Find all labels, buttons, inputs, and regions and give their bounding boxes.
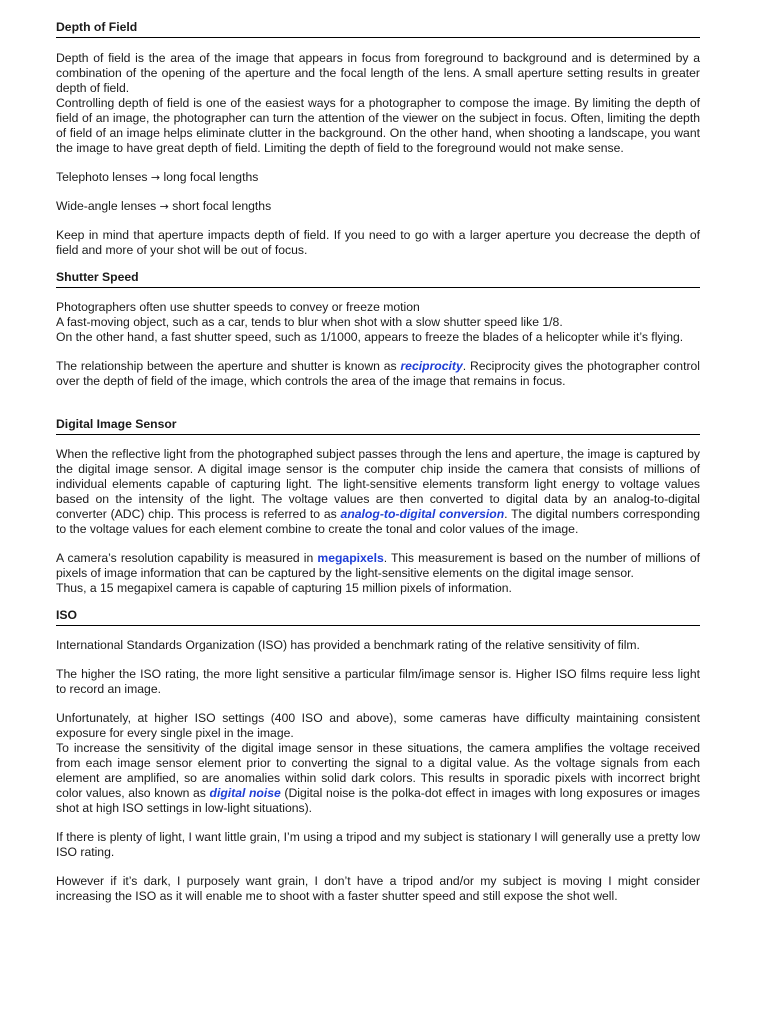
right-arrow-icon: →	[150, 171, 161, 184]
shutter-paragraph-3: On the other hand, a fast shutter speed, such as 1/1000, appears to freeze the blades of a helicopter while it’s flying.	[56, 330, 684, 344]
telephoto-line	[56, 170, 700, 185]
iso-paragraph-6: However if it’s dark, I purposely want grain, I don’t have a tripod and/or my subject is moving I might consider increasing the ISO as it will enable me to shoot with a faster shutter speed and still expose the shot well.	[56, 874, 700, 903]
right-arrow-icon: →	[159, 200, 169, 213]
dof-paragraph-2: Controlling depth of field is one of the easiest ways for a photographer to compose the image. By limiting the depth of field of an image, the photographer can turn the attention of the viewer on the subject in focus. Often, limiting the depth of field of an image helps eliminate clutter in the background. On the other hand, when shooting a landscape, you want the image to have great depth of field. Limiting the depth of field to the foreground would not make sense.	[56, 96, 700, 155]
shutter-paragraph-4: The relationship between the aperture and shutter is known as reciprocity. Reciprocity gives the photographer control over the depth of field of the image, which controls the area of the image that remains in focus.	[56, 359, 701, 388]
iso-paragraph-3: Unfortunately, at higher ISO settings (400 ISO and above), some cameras have difficulty maintaining consistent exposure for every single pixel in the image.	[56, 711, 700, 740]
dof-paragraph-1: Depth of field is the area of the image that appears in focus from foreground to background and is determined by a combination of the opening of the aperture and the focal length of the lens. A small aperture setting results in greater depth of field.	[56, 51, 700, 95]
sensor-paragraph-1: When the reflective light from the photographed subject passes through the lens and aperture, the image is captured by the digital image sensor. A digital image sensor is the computer chip inside the camera that consists of millions of individual elements capable of capturing light. The light-sensitive elements transform light energy to voltage values based on the intensity of the light. The voltage values are then converted to digital data by an analog-to-digital converter (ADC) chip. This process is referred to as analog-to-digital conversion. The digital numbers corresponding to the voltage values for each element combine to create the tonal and color values of the image.	[56, 447, 700, 536]
iso-paragraph-1: International Standards Organization (ISO) has provided a benchmark rating of the relative sensitivity of film.	[56, 638, 640, 652]
dof-paragraph-3: Keep in mind that aperture impacts depth of field. If you need to go with a larger aperture you decrease the depth of field and more of your shot will be out of focus.	[56, 228, 700, 257]
telephoto-label: Telephoto lenses	[56, 170, 148, 184]
heading-iso: ISO	[56, 608, 700, 626]
iso-paragraph-4: To increase the sensitivity of the digital image sensor in these situations, the camera amplifies the voltage received from each image sensor element prior to converting the signal to a digital value. As the voltage signals from each element are amplified, so are anomalies within solid dark colors. This results in sporadic pixels with incorrect bright color values, also known as digital noise (Digital noise is the polka-dot effect in images with long exposures or images shot at high ISO settings in low-light situations).	[56, 741, 700, 815]
heading-digital-image-sensor: Digital Image Sensor	[56, 417, 700, 435]
sensor-paragraph-2: A camera’s resolution capability is measured in megapixels. This measurement is based on the number of millions of pixels of image information that can be captured by the light-sensitive elements on the digital image sensor.	[56, 551, 701, 580]
heading-depth-of-field: Depth of Field	[56, 20, 700, 38]
heading-shutter-speed: Shutter Speed	[56, 270, 700, 288]
wide-angle-line	[56, 199, 700, 214]
shutter-paragraph-2: A fast-moving object, such as a car, tends to blur when shot with a slow shutter speed like 1/8.	[56, 315, 563, 329]
iso-paragraph-5: If there is plenty of light, I want little grain, I’m using a tripod and my subject is stationary I will generally use a pretty low ISO rating.	[56, 830, 700, 859]
term-megapixels: megapixels	[317, 551, 384, 565]
document-page	[56, 20, 700, 904]
wide-angle-label: Wide-angle lenses	[56, 199, 157, 213]
iso-paragraph-2: The higher the ISO rating, the more light sensitive a particular film/image sensor is. Higher ISO films require less light to record an image.	[56, 667, 700, 696]
term-digital-noise: digital noise	[209, 786, 281, 800]
wide-angle-value: short focal lengths	[172, 199, 272, 213]
sensor-paragraph-3: Thus, a 15 megapixel camera is capable of capturing 15 million pixels of information.	[56, 581, 512, 595]
term-analog-to-digital-conversion: analog-to-digital conversion	[340, 507, 505, 521]
telephoto-value: long focal lengths	[163, 170, 259, 184]
term-reciprocity: reciprocity	[400, 359, 463, 373]
shutter-paragraph-1: Photographers often use shutter speeds to convey or freeze motion	[56, 300, 420, 314]
